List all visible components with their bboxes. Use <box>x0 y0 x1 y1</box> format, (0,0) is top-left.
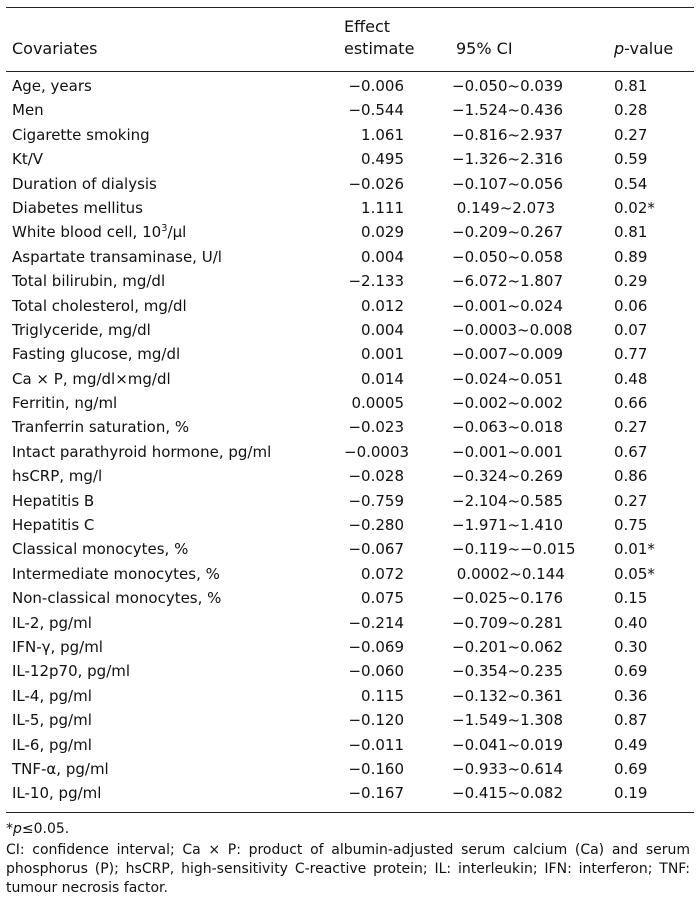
covariate-label: Fasting glucose, mg/dl <box>12 345 181 364</box>
effect-estimate: 0.115 <box>361 686 404 705</box>
covariate-label: Total cholesterol, mg/dl <box>12 296 187 315</box>
covariate-name <box>12 320 151 340</box>
table-row <box>0 393 700 417</box>
p-value: 0.67 <box>614 442 648 461</box>
covariate-label: Age, years <box>12 77 92 95</box>
confidence-interval: −1.326~2.316 <box>452 150 564 169</box>
covariate-label: Hepatitis C <box>12 516 95 535</box>
covariate-name <box>12 344 180 364</box>
effect-estimate: 0.0005 <box>351 394 404 413</box>
covariate-label: IL-4, pg/ml <box>12 686 92 705</box>
table-row <box>0 417 700 441</box>
covariate-name <box>12 588 221 608</box>
effect-estimate: −0.067 <box>348 540 404 559</box>
table-row <box>0 271 700 295</box>
effect-estimate: 0.072 <box>361 564 404 583</box>
covariate-name <box>12 564 220 584</box>
table-row <box>0 588 700 612</box>
p-rest: -value <box>624 39 674 58</box>
effect-estimate: −0.006 <box>348 77 404 95</box>
table-row <box>0 491 700 515</box>
p-value: 0.27 <box>614 418 648 437</box>
effect-estimate: −0.028 <box>348 467 404 486</box>
covariate-name <box>12 125 150 145</box>
covariate-label: IL-6, pg/ml <box>12 735 92 754</box>
covariate-label: hsCRP, mg/l <box>12 467 103 486</box>
covariate-name <box>12 442 271 462</box>
covariate-label: IFN-γ, pg/ml <box>12 637 103 656</box>
sig-threshold: ≤0.05. <box>21 821 70 837</box>
confidence-interval: −0.132~0.361 <box>452 686 564 705</box>
covariate-name <box>12 637 103 657</box>
effect-estimate: −0.026 <box>348 174 404 193</box>
p-value: 0.29 <box>614 272 648 291</box>
column-header-effect-estimate <box>344 16 414 60</box>
covariate-name <box>12 369 171 389</box>
effect-estimate: −0.167 <box>348 784 404 803</box>
covariate-name <box>12 271 165 291</box>
confidence-interval: −0.816~2.937 <box>452 125 564 144</box>
covariate-label: Classical monocytes, % <box>12 540 189 559</box>
effect-estimate: −0.214 <box>348 613 404 632</box>
table-row <box>0 783 700 807</box>
table-row <box>0 100 700 124</box>
covariate-name <box>12 491 94 511</box>
covariate-name <box>12 76 92 96</box>
effect-estimate: −0.060 <box>348 662 404 681</box>
p-value: 0.87 <box>614 711 648 730</box>
p-value: 0.69 <box>614 662 648 681</box>
confidence-interval: −0.063~0.018 <box>452 418 564 437</box>
p-value: 0.69 <box>614 759 648 778</box>
confidence-interval: −0.041~0.019 <box>452 735 564 754</box>
confidence-interval: −0.001~0.001 <box>452 442 564 461</box>
confidence-interval: −0.050~0.039 <box>452 77 564 95</box>
p-italic: p <box>614 39 625 58</box>
abbreviations-footnote: CI: confidence interval; Ca × P: product of albumin-adjusted serum calcium (Ca) and serum phosphorus (P); hsCRP, high-sensitivity C-reactive protein; IL: interleukin; IFN: interferon; TNF: tumour necrosis factor. <box>6 842 690 896</box>
p-value: 0.36 <box>614 686 648 705</box>
table-row <box>0 735 700 759</box>
covariate-label: Hepatitis B <box>12 491 95 510</box>
p-value: 0.66 <box>614 394 648 413</box>
effect-estimate: 0.001 <box>361 345 404 364</box>
effect-estimate: −0.011 <box>348 735 404 754</box>
covariate-label: Cigarette smoking <box>12 125 150 144</box>
effect-estimate: −0.759 <box>348 491 404 510</box>
table-row <box>0 710 700 734</box>
effect-header-line2: estimate <box>344 39 415 58</box>
effect-estimate: 0.004 <box>361 320 404 339</box>
table-bottom-rule <box>6 812 694 813</box>
confidence-interval: −0.107~0.056 <box>452 174 564 193</box>
confidence-interval: −0.025~0.176 <box>452 589 564 608</box>
table-body <box>0 76 700 808</box>
effect-estimate: 0.075 <box>361 589 404 608</box>
p-value: 0.77 <box>614 345 648 364</box>
unit-suffix: /μl <box>167 223 187 242</box>
table-row <box>0 149 700 173</box>
confidence-interval: −0.002~0.002 <box>452 394 564 413</box>
confidence-interval: −0.209~0.267 <box>452 223 564 242</box>
p-value: 0.75 <box>614 516 648 535</box>
confidence-interval: −1.524~0.436 <box>452 101 564 120</box>
p-value: 0.15 <box>614 589 648 608</box>
table-row <box>0 466 700 490</box>
covariate-name <box>12 759 109 779</box>
table-top-rule <box>6 7 694 8</box>
covariate-label: IL-10, pg/ml <box>12 784 102 803</box>
covariate-name <box>12 222 186 242</box>
confidence-interval: 0.0002~0.144 <box>452 564 565 583</box>
effect-estimate: 0.495 <box>361 150 404 169</box>
confidence-interval: −0.324~0.269 <box>452 467 564 486</box>
covariate-name <box>12 198 143 218</box>
table-row <box>0 174 700 198</box>
confidence-interval: −1.549~1.308 <box>452 711 564 730</box>
column-header-covariates: Covariates <box>12 39 98 58</box>
confidence-interval: −0.050~0.058 <box>452 247 564 266</box>
covariate-label: Kt/V <box>12 150 44 169</box>
table-row <box>0 247 700 271</box>
covariate-name <box>12 149 43 169</box>
p-value: 0.54 <box>614 174 648 193</box>
p-value: 0.49 <box>614 735 648 754</box>
covariate-name <box>12 466 102 486</box>
p-value: 0.27 <box>614 125 648 144</box>
table-row <box>0 369 700 393</box>
confidence-interval: −0.201~0.062 <box>452 637 564 656</box>
covariate-name <box>12 686 92 706</box>
covariate-label: Ferritin, ng/ml <box>12 394 118 413</box>
table-row <box>0 344 700 368</box>
effect-estimate: 0.004 <box>361 247 404 266</box>
table-row <box>0 613 700 637</box>
table-row <box>0 539 700 563</box>
table-row <box>0 442 700 466</box>
column-header-ci: 95% CI <box>456 39 513 58</box>
confidence-interval: −0.007~0.009 <box>452 345 564 364</box>
table-row <box>0 759 700 783</box>
table-row <box>0 661 700 685</box>
covariate-name <box>12 296 187 316</box>
covariate-label: Men <box>12 101 44 120</box>
p-value: 0.01* <box>614 540 655 559</box>
p-value: 0.27 <box>614 491 648 510</box>
confidence-interval: −0.354~0.235 <box>452 662 564 681</box>
unit-superscript: 3 <box>161 223 168 235</box>
confidence-interval: −0.024~0.051 <box>452 369 564 388</box>
p-value: 0.05* <box>614 564 655 583</box>
p-value: 0.48 <box>614 369 648 388</box>
covariate-name <box>12 539 188 559</box>
effect-estimate: −0.160 <box>348 759 404 778</box>
effect-estimate: 0.029 <box>361 223 404 242</box>
p-value: 0.30 <box>614 637 648 656</box>
p-value: 0.06 <box>614 296 648 315</box>
table-row <box>0 125 700 149</box>
covariate-label: IL-5, pg/ml <box>12 711 92 730</box>
confidence-interval: −6.072~1.807 <box>452 272 564 291</box>
sig-asterisk: * <box>6 821 13 837</box>
confidence-interval: −0.709~0.281 <box>452 613 564 632</box>
covariate-name <box>12 393 117 413</box>
p-value: 0.40 <box>614 613 648 632</box>
p-value: 0.81 <box>614 223 648 242</box>
p-value: 0.81 <box>614 77 648 95</box>
covariate-label: Duration of dialysis <box>12 174 157 193</box>
confidence-interval: 0.149~2.073 <box>452 198 556 217</box>
effect-estimate: 0.012 <box>361 296 404 315</box>
effect-estimate: 1.111 <box>361 198 404 217</box>
p-value: 0.28 <box>614 101 648 120</box>
covariate-name <box>12 735 92 755</box>
covariate-label: Triglyceride, mg/dl <box>12 320 151 339</box>
effect-estimate: 1.061 <box>361 125 404 144</box>
p-value: 0.89 <box>614 247 648 266</box>
confidence-interval: −0.0003~0.008 <box>452 320 573 339</box>
covariate-label: Tranferrin saturation, % <box>12 418 190 437</box>
covariate-label: Total bilirubin, mg/dl <box>12 272 166 291</box>
confidence-interval: −0.933~0.614 <box>452 759 564 778</box>
effect-estimate: −0.023 <box>348 418 404 437</box>
effect-estimate: −0.069 <box>348 637 404 656</box>
covariate-label: Diabetes mellitus <box>12 198 143 217</box>
covariate-name <box>12 783 101 803</box>
covariate-label: White blood cell, 10 <box>12 223 162 242</box>
effect-header-line1: Effect <box>344 17 391 36</box>
table-row <box>0 564 700 588</box>
confidence-interval: −0.001~0.024 <box>452 296 564 315</box>
confidence-interval: −0.415~0.082 <box>452 784 564 803</box>
covariate-name <box>12 613 92 633</box>
p-value: 0.02* <box>614 198 655 217</box>
table-header-rule <box>6 71 694 72</box>
table-row <box>0 198 700 222</box>
covariate-label: Ca × P, mg/dl×mg/dl <box>12 369 171 388</box>
table-row <box>0 686 700 710</box>
significance-footnote <box>6 820 690 839</box>
p-value: 0.07 <box>614 320 648 339</box>
covariate-name <box>12 710 92 730</box>
table-row <box>0 637 700 661</box>
covariate-label: TNF-α, pg/ml <box>12 759 109 778</box>
covariate-name <box>12 515 94 535</box>
p-value: 0.59 <box>614 150 648 169</box>
effect-estimate: −0.0003 <box>344 442 410 461</box>
table-row <box>0 320 700 344</box>
covariate-label: Intermediate monocytes, % <box>12 564 220 583</box>
effect-estimate: −2.133 <box>348 272 404 291</box>
table-row <box>0 515 700 539</box>
confidence-interval: −2.104~0.585 <box>452 491 564 510</box>
effect-estimate: −0.120 <box>348 711 404 730</box>
confidence-interval: −0.119~−0.015 <box>452 540 576 559</box>
covariate-name <box>12 100 44 120</box>
covariate-label: Intact parathyroid hormone, pg/ml <box>12 442 272 461</box>
covariate-label: Non-classical monocytes, % <box>12 589 222 608</box>
p-value: 0.19 <box>614 784 648 803</box>
effect-estimate: −0.280 <box>348 516 404 535</box>
covariate-name <box>12 247 222 267</box>
covariate-label: Aspartate transaminase, U/l <box>12 247 222 266</box>
table-row <box>0 222 700 246</box>
column-header-p-value <box>614 38 673 60</box>
effect-estimate: −0.544 <box>348 101 404 120</box>
confidence-interval: −1.971~1.410 <box>452 516 564 535</box>
table-row <box>0 296 700 320</box>
covariate-name <box>12 661 130 681</box>
covariate-label: IL-12p70, pg/ml <box>12 662 131 681</box>
sig-p: p <box>13 821 22 837</box>
effect-estimate: 0.014 <box>361 369 404 388</box>
table-footnotes <box>6 820 690 898</box>
covariate-name <box>12 174 157 194</box>
p-value: 0.86 <box>614 467 648 486</box>
covariate-name <box>12 417 189 437</box>
table-row <box>0 76 700 100</box>
covariate-label: IL-2, pg/ml <box>12 613 92 632</box>
